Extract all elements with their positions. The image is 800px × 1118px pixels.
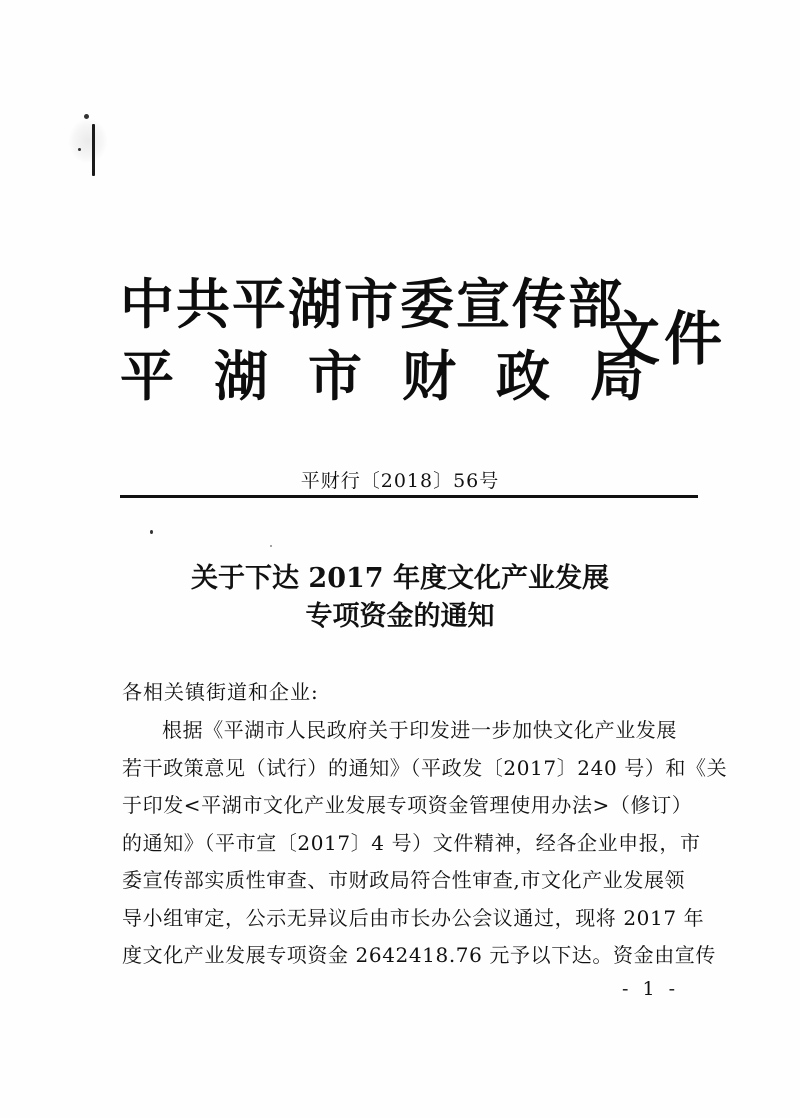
title-line-2: 专项资金的通知 (305, 601, 495, 632)
binding-mark (92, 124, 95, 176)
salutation: 各相关镇街道和企业: (122, 680, 319, 704)
body-paragraph (122, 712, 728, 975)
issuing-org-2: 平湖市财政局 (120, 345, 684, 408)
scan-smudge (68, 118, 108, 164)
scan-speck (84, 114, 89, 119)
body-line: 导小组审定，公示无异议后由市长办公会议通过，现将 2017 年 (122, 905, 705, 930)
document-title (0, 560, 800, 636)
body-line: 的通知》（平市宣〔2017〕4 号）文件精神，经各企业申报，市 (122, 830, 701, 855)
issuing-org-1: 中共平湖市委宣传部 (120, 273, 624, 336)
document-label: 文件 (602, 305, 727, 373)
scan-speck (150, 530, 153, 534)
body-line: 根据《平湖市人民政府关于印发进一步加快文化产业发展 (162, 718, 677, 742)
scan-speck (78, 148, 81, 151)
header-divider (120, 495, 698, 498)
page-number: - 1 - (622, 978, 680, 1000)
document-number: 平财行〔2018〕56号 (300, 470, 500, 492)
document-header (120, 262, 727, 408)
body-line: 委宣传部实质性审查、市财政局符合性审查,市文化产业发展领 (122, 868, 686, 892)
body-line: 若干政策意见（试行）的通知》（平政发〔2017〕240 号）和《关 (122, 755, 728, 780)
scan-speck (270, 545, 272, 547)
body-line: 度文化产业发展专项资金 2642418.76 元予以下达。资金由宣传 (122, 943, 716, 967)
title-line-1: 关于下达 2017 年度文化产业发展 (191, 563, 609, 594)
body-line: 于印发<平湖市文化产业发展专项资金管理使用办法>（修订） (122, 793, 693, 817)
